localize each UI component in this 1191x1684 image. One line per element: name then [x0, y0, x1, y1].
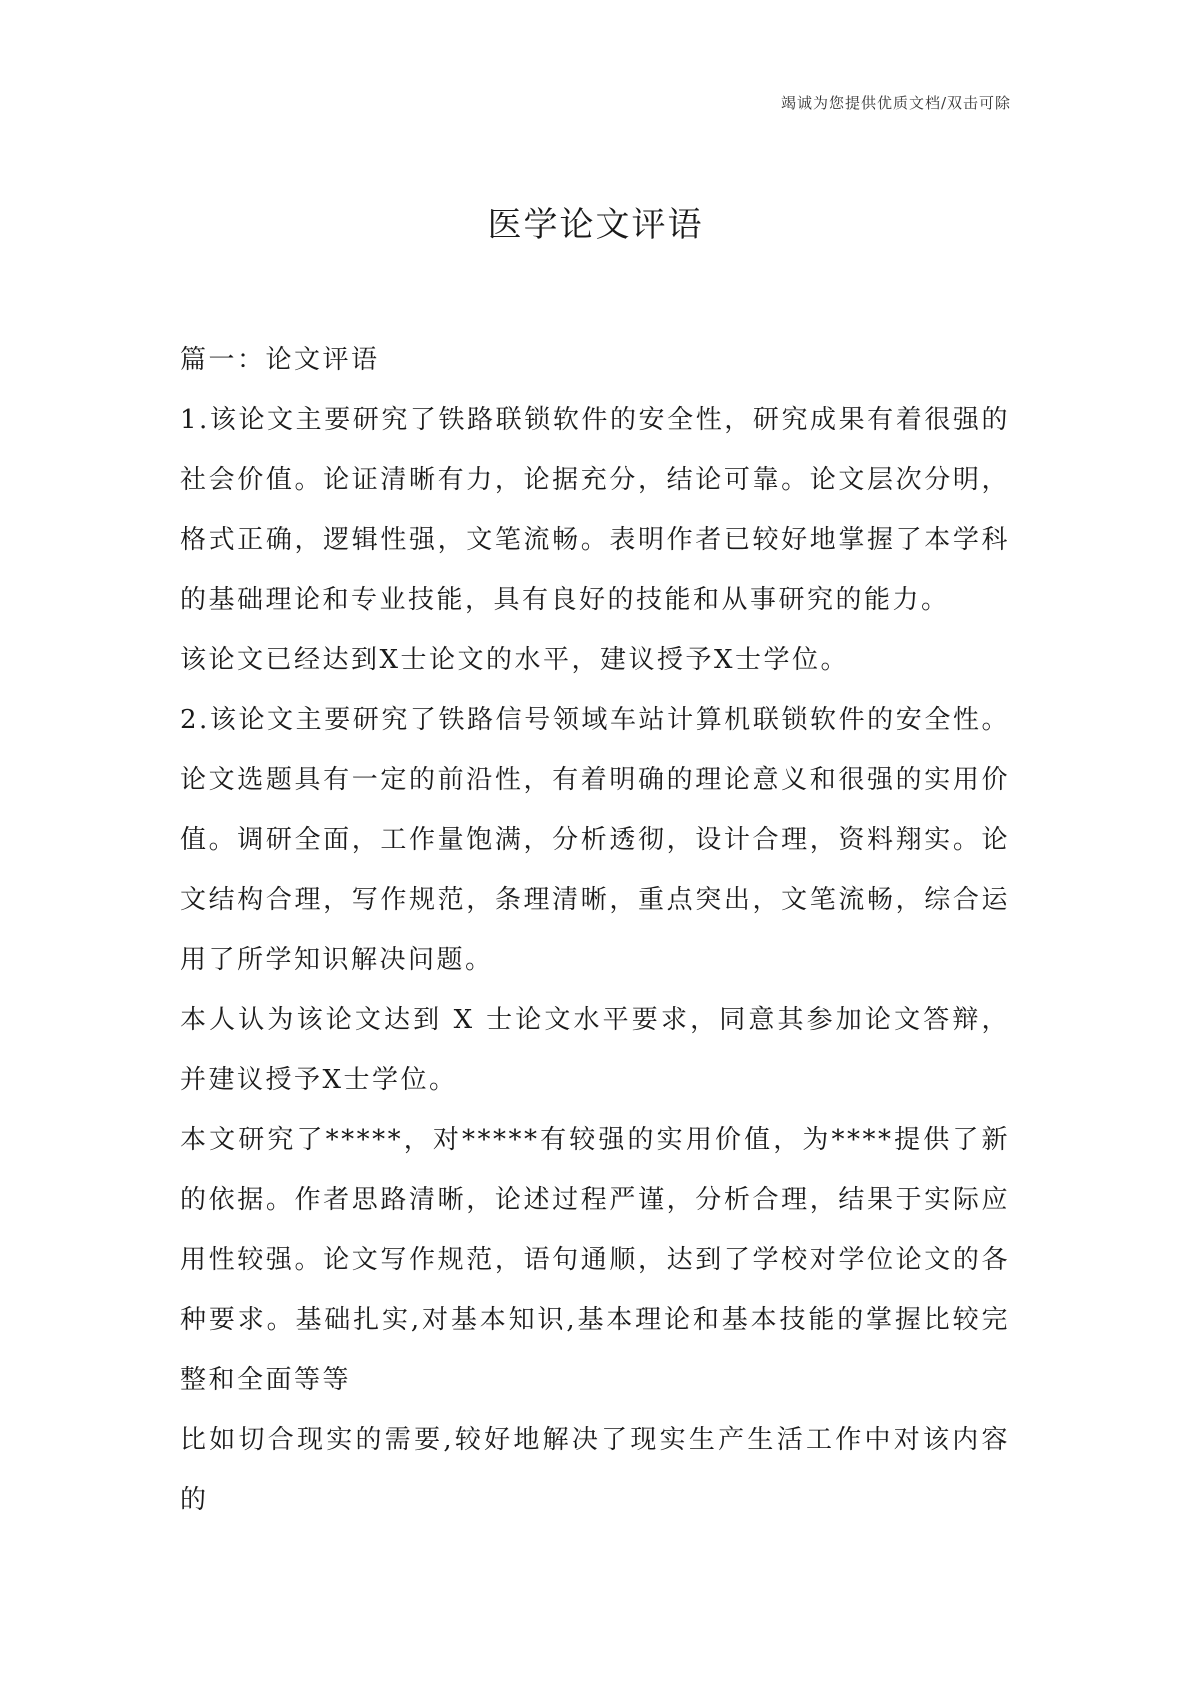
section-heading: 篇一：论文评语 — [180, 345, 380, 375]
paragraph-5: 本文研究了*****，对*****有较强的实用价值，为****提供了新的依据。作者思路清晰，论述过程严谨，分析合理，结果于实际应用性较强。论文写作规范，语句通顺，达到了学校对学位论文的各种要求。基础扎实,对基本知识,基本理论和基本技能的掌握比较完整和全面等等 — [180, 1125, 1010, 1395]
paragraph-4: 本人认为该论文达到 X 士论文水平要求，同意其参加论文答辩，并建议授予X士学位。 — [180, 1005, 1010, 1095]
page-title: 医学论文评语 — [487, 205, 704, 245]
paragraph-3: 2.该论文主要研究了铁路信号领域车站计算机联锁软件的安全性。论文选题具有一定的前沿性，有着明确的理论意义和很强的实用价值。调研全面，工作量饱满，分析透彻，设计合理，资料翔实。论文结构合理，写作规范，条理清晰，重点突出，文笔流畅，综合运用了所学知识解决问题。 — [180, 705, 1010, 975]
header-note: 竭诚为您提供优质文档/双击可除 — [780, 94, 1011, 112]
paragraph-2: 该论文已经达到X士论文的水平，建议授予X士学位。 — [180, 645, 850, 675]
paragraph-1: 1.该论文主要研究了铁路联锁软件的安全性，研究成果有着很强的社会价值。论证清晰有力，论据充分，结论可靠。论文层次分明，格式正确，逻辑性强，文笔流畅。表明作者已较好地掌握了本学科的基础理论和专业技能，具有良好的技能和从事研究的能力。 — [180, 405, 1010, 615]
paragraph-6: 比如切合现实的需要,较好地解决了现实生产生活工作中对该内容的 — [180, 1425, 1010, 1515]
document-body — [180, 330, 1010, 1530]
